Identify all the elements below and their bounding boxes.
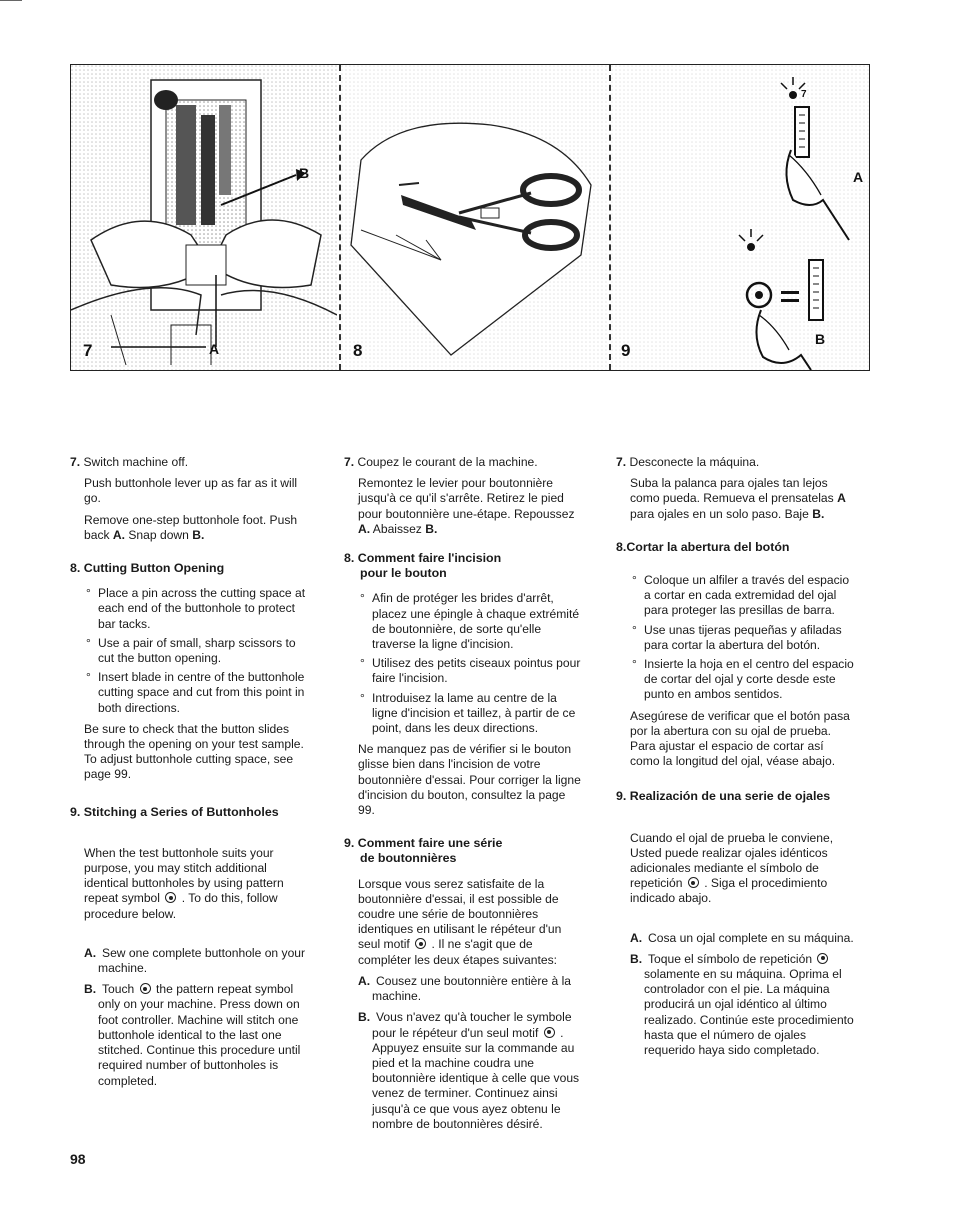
list-item: ° Insert blade in centre of the buttonhole cutting space and cut from this point in both directions. — [70, 670, 310, 716]
callout-b: B — [299, 165, 310, 181]
list-item: ° Afin de protéger les brides d'arrêt, placez une épingle à chaque extrémité de boutonnière, de sorte qu'elle traverse la ligne d'incision. — [344, 591, 584, 652]
figure-number-9: 9 — [621, 341, 631, 360]
figure-small-label: 7 — [801, 89, 807, 100]
section-8-note: Asegúrese de verificar que el botón pasa por la abertura con su ojal de prueba. Para ajustar el espacio de cortar así como la longitud del ojal, véase abajo. — [630, 708, 850, 769]
corner-mark — [0, 0, 22, 3]
list-item: ° Use unas tijeras pequeñas y afiladas para cortar la abertura del botón. — [616, 623, 856, 653]
step-a: A. Cousez une boutonnière entière à la machine. — [358, 973, 571, 1004]
section-heading-9: 9. Stitching a Series of Buttonholes — [70, 804, 279, 819]
bullet-list — [344, 591, 584, 736]
pattern-repeat-icon — [415, 938, 426, 949]
figure-number-7: 7 — [83, 341, 93, 360]
sewing-machine-foot-illustration — [71, 65, 337, 370]
step-7: 7. Coupez le courant de la machine. — [344, 455, 538, 469]
pattern-repeat-icon — [140, 983, 151, 994]
list-item: ° Use a pair of small, sharp scissors to cut the button opening. — [70, 636, 310, 666]
column-french — [344, 455, 584, 1138]
callout-a: A — [209, 341, 220, 357]
list-item: ° Utilisez des petits ciseaux pointus pour faire l'incision. — [344, 656, 584, 686]
step-7: 7. Desconecte la máquina. — [616, 455, 760, 469]
section-8-note: Ne manquez pas de vérifier si le bouton glisse bien dans l'incision de votre boutonnière d'essai. Pour corriger la ligne d'incision du bouton, consultez la page 99. — [358, 742, 581, 818]
bullet-list — [616, 573, 856, 703]
step-7-paragraph: Suba la palanca para ojales tan lejos como pueda. Remueva el prensatelas A para ojales en un solo paso. Baje B. — [630, 476, 846, 521]
callout-a: A — [853, 169, 864, 185]
section-9-intro: When the test buttonhole suits your purpose, you may stitch additional identical buttonholes by using pattern repeat symbol . To do this, follow procedure below. — [84, 845, 284, 921]
step-7-paragraph: Remove one-step buttonhole foot. Push back A. Snap down B. — [84, 512, 298, 542]
step-7-paragraph: Push buttonhole lever up as far as it will go. — [84, 476, 298, 506]
page-number: 98 — [70, 1151, 86, 1167]
pattern-repeat-icon — [688, 877, 699, 888]
callout-b: B — [815, 331, 826, 347]
list-item: ° Place a pin across the cutting space at each end of the buttonhole to protect bar tacks. — [70, 586, 310, 632]
step-b: B. Vous n'avez qu'à toucher le symbole pour le répéteur d'un seul motif . Appuyez ensuite sur la commande au pied et la machine coudra une boutonnière identique à celle que vous venez de terminer. Continuez ainsi jusqu'à ce que vous ayez obtenu le nombre de boutonnières désiré. — [358, 1010, 580, 1131]
pattern-repeat-icon — [544, 1027, 555, 1038]
step-7-paragraph: Remontez le levier pour boutonnière jusqu'à ce qu'il s'arrête. Retirez le pied pour boutonnière une-étape. Repoussez A. Abaissez B. — [358, 476, 575, 536]
section-9-intro: Lorsque vous serez satisfaite de la boutonnière d'essai, il est possible de coudre une série de boutonnières identiques en utilisant le répéteur d'un seul motif . Il ne s'agit que de compléter les deux étapes suivantes: — [358, 876, 562, 967]
step-a: A. Cosa un ojal complete en su máquina. — [630, 930, 854, 945]
section-heading-8: 8.Cortar la abertura del botón — [616, 539, 790, 554]
section-heading-9: 9. Comment faire une série de boutonnières — [344, 836, 503, 866]
column-english — [70, 455, 310, 1095]
bullet-list — [70, 586, 310, 716]
step-b: B. Touch the pattern repeat symbol only on your machine. Press down on foot controller. Machine will stitch one buttonhole identical to the last one stitched. Continue this procedure until required number of buttonholes is completed. — [84, 982, 301, 1088]
step-a: A. Sew one complete buttonhole on your machine. — [84, 945, 306, 976]
pattern-repeat-icon — [817, 953, 828, 964]
list-item: ° Introduisez la lame au centre de la ligne d'incision et taillez, à partir de ce point, dans les deux directions. — [344, 691, 584, 737]
scissors-cutting-illustration — [341, 65, 607, 370]
figure-panel-9 — [611, 65, 869, 370]
list-item: ° Insierte la hoja en el centro del espacio de cortar del ojal y corte desde este punto en ambos sentidos. — [616, 657, 856, 703]
section-9-intro: Cuando el ojal de prueba le conviene, Usted puede realizar ojales idénticos adicionales mediante el símbolo de repetición . Siga el procedimiento indicado abajo. — [630, 830, 834, 906]
step-b: B. Toque el símbolo de repetición solamente en su máquina. Oprima el controlador con el pie. La máquina producirá un ojal idéntico al último realizado. Continúe este procedimiento hasta que el número de ojales requerido haya sido completado. — [630, 951, 854, 1058]
step-7: 7. Switch machine off. — [70, 455, 189, 469]
figure-panel-8 — [341, 65, 607, 370]
illustration-strip — [70, 64, 870, 371]
section-heading-9: 9. Realización de una serie de ojales — [616, 789, 831, 804]
finger-pressing-buttons-illustration — [611, 65, 869, 370]
figure-number-8: 8 — [353, 341, 363, 360]
figure-panel-7 — [71, 65, 337, 370]
section-8-note: Be sure to check that the button slides through the opening on your test sample. To adjust buttonhole cutting space, see page 99. — [84, 721, 304, 782]
section-heading-8: 8. Cutting Button Opening — [70, 561, 225, 576]
list-item: ° Coloque un alfiler a través del espacio a cortar en cada extremidad del ojal para proteger las presillas de barra. — [616, 573, 856, 619]
column-spanish — [616, 455, 856, 1064]
pattern-repeat-icon — [165, 892, 176, 903]
section-heading-8: 8. Comment faire l'incision pour le bouton — [344, 551, 502, 581]
